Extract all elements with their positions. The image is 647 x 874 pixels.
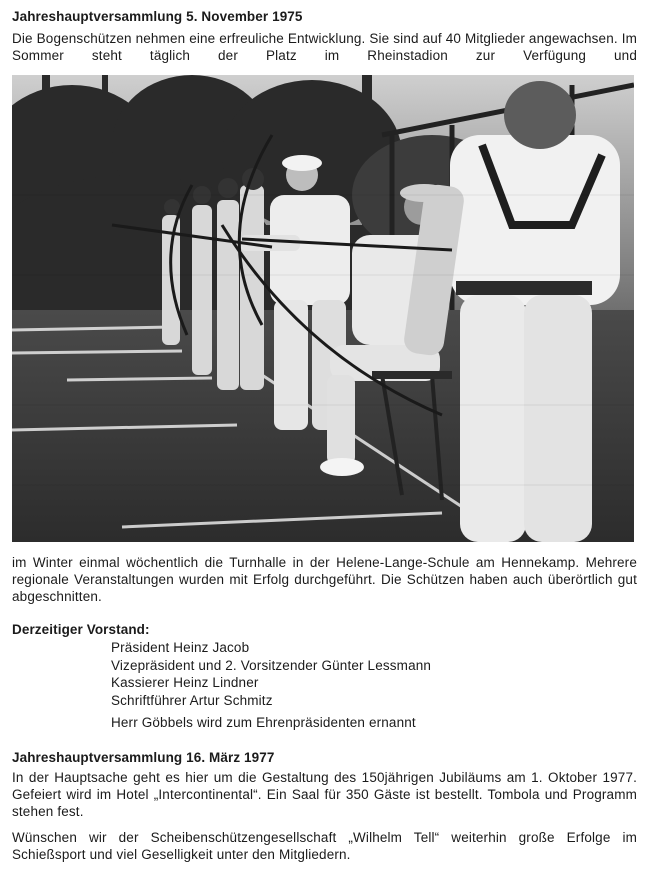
archery-photo [12,75,634,542]
paragraph-bogenschuetzen-intro: Die Bogenschützen nehmen eine erfreuliche Entwicklung. Sie sind auf 40 Mitglieder angewachsen. Im Sommer steht täglich der Platz im Rheinstadion zur Verfügung und [12,31,637,63]
board-heading: Derzeitiger Vorstand: [12,622,150,637]
archery-photo-graphic [12,75,634,542]
board-member-vice-president: Vizepräsident und 2. Vorsitzender Günter Lessmann [111,657,432,673]
paragraph-jubilaeum: In der Hauptsache geht es hier um die Gestaltung des 150jährigen Jubiläums am 1. Oktober 1977. Gefeiert wird im Hotel „Intercontinental“. Ein Saal für 350 Gäste ist bestellt. Tombola und Programm stehen fest. [12,770,637,819]
paragraph-winter-training: im Winter einmal wöchentlich die Turnhalle in der Helene-Lange-Schule am Hennekamp. Mehrere regionale Veranstaltungen wurden mit Erfolg durchgeführt. Die Schützen haben auch überörtlich gut abgeschnitten. [12,555,637,604]
section-heading-1975: Jahreshauptversammlung 5. November 1975 [12,9,303,24]
section-heading-1977: Jahreshauptversammlung 16. März 1977 [12,750,275,765]
paragraph-closing-wish: Wünschen wir der Scheibenschützengesellschaft „Wilhelm Tell“ weiterhin große Erfolge im Schießsport und viel Geselligkeit unter den Mitgliedern. [12,830,637,862]
board-member-president: Präsident Heinz Jacob [111,640,250,655]
board-member-treasurer: Kassierer Heinz Lindner [111,675,259,690]
honor-president-note: Herr Göbbels wird zum Ehrenpräsidenten ernannt [111,715,416,730]
board-member-secretary: Schriftführer Artur Schmitz [111,692,273,708]
board-member-list [111,639,431,709]
